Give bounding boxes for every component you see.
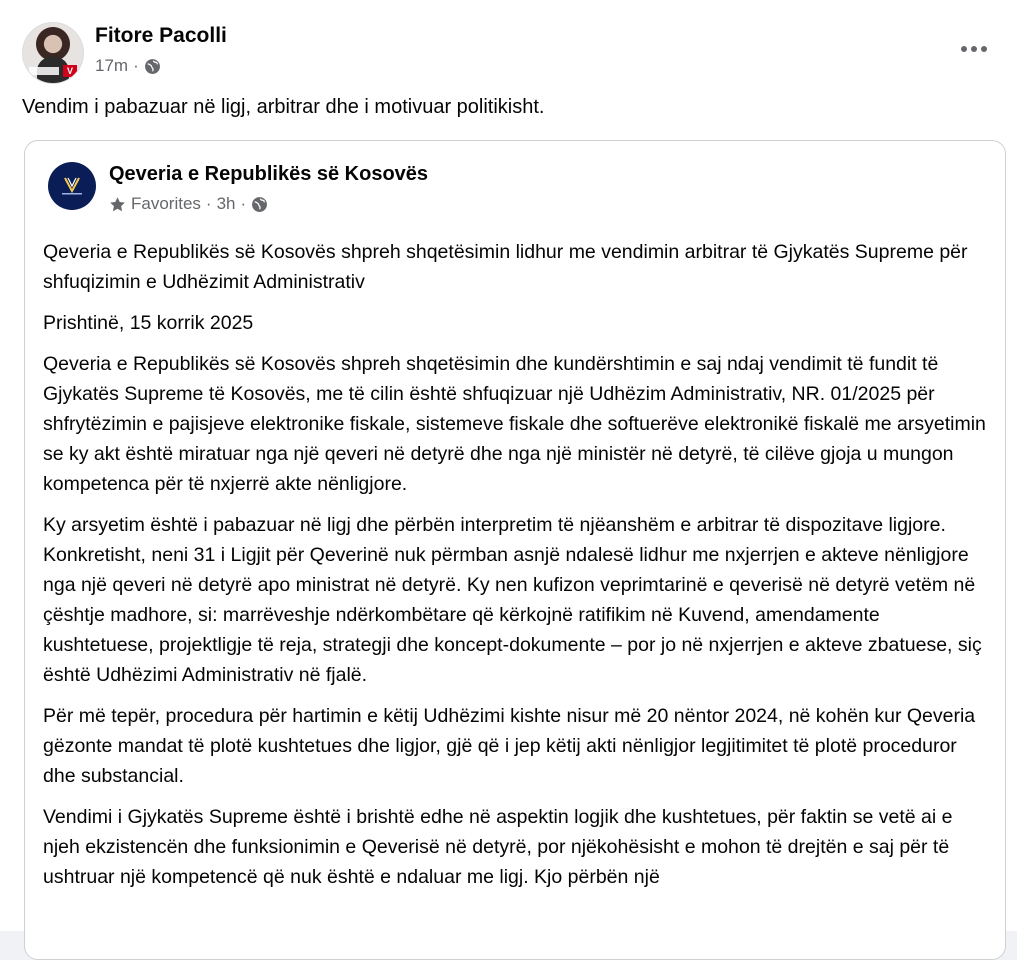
shared-post-body (43, 237, 993, 903)
page-avatar[interactable] (48, 162, 96, 210)
avatar-caption-strip (29, 67, 59, 75)
paragraph-title: Qeveria e Republikës së Kosovës shpreh shqetësimin lidhur me vendimin arbitrar të Gjykatës Supreme për shfuqizimin e Udhëzimit Administrativ (43, 241, 968, 293)
author-avatar[interactable] (22, 22, 84, 84)
meta-separator: · (240, 194, 247, 213)
meta-separator: · (133, 56, 139, 75)
paragraph: Vendimi i Gjykatës Supreme është i brishtë edhe në aspektin logjik dhe kushtetues, për faktin se vetë ai e njeh ekzistencën dhe funksionimin e Qeverisë në detyrë, por njëkohësisht e mohon të drejtën e saj për të ushtruar një kompetencë që nuk është e ndaluar me ligj. Kjo përbën një (43, 806, 953, 888)
post-header (22, 20, 1012, 82)
post-caption: Vendim i pabazuar në ligj, arbitrar dhe i motivuar politikisht. (22, 96, 545, 118)
shared-time[interactable]: 3h (216, 194, 236, 213)
paragraph-dateline: Prishtinë, 15 korrik 2025 (43, 312, 254, 334)
more-dot (981, 46, 987, 52)
more-dot (971, 46, 977, 52)
star-icon (109, 196, 126, 213)
paragraph: Për më tepër, procedura për hartimin e këtij Udhëzimi kishte nisur më 20 nëntor 2024, në kohën kur Qeveria gëzonte mandat të plotë kushtetues dhe ligjor, gjë që i jep këtij akti nënligjor legjitimitet të plotë proceduror dhe substancial. (43, 705, 976, 787)
globe-icon (251, 196, 268, 213)
post-time[interactable]: 17m (95, 56, 129, 75)
meta-separator: · (205, 194, 212, 213)
globe-icon (144, 58, 161, 75)
author-name[interactable]: Fitore Pacolli (95, 24, 227, 47)
paragraph: Ky arsyetim është i pabazuar në ligj dhe përbën interpretim të njëanshëm e arbitrar të dispozitave ligjore. Konkretisht, neni 31 i Ligjit për Qeverinë nuk përmban asnjë ndalesë lidhur me nxjerrjen e akteve nënligjore nga një qeveri në detyrë apo ministrat në detyrë. Ky nen kufizon veprimtarinë e qeverisë në detyrë vetëm në çështje madhore, si: marrëveshje ndërkombëtare që kërkojnë ratifikim në Kuvend, amendamente kushtetuese, projektligje të reja, strategji dhe koncept-dokumente – por jo në nxjerrjen e akteve zbatuese, siç është Udhëzimi Administrativ në fjalë. (43, 514, 982, 686)
government-logo-icon (59, 175, 85, 197)
avatar-badge: V (63, 65, 77, 77)
post-meta (95, 56, 161, 76)
more-options-button[interactable] (956, 34, 992, 64)
shared-meta (109, 194, 268, 214)
more-horizontal-icon (961, 46, 967, 52)
favorites-label: Favorites (131, 194, 201, 213)
page-name[interactable]: Qeveria e Republikës së Kosovës (109, 163, 429, 185)
shared-post[interactable] (24, 140, 1006, 960)
paragraph: Qeveria e Republikës së Kosovës shpreh shqetësimin dhe kundërshtimin e saj ndaj vendimit të fundit të Gjykatës Supreme të Kosovës, me të cilin është shfuqizuar një Udhëzim Administrativ, NR. 01/2025 për shfrytëzimin e pajisjeve elektronike fiskale, sistemeve fiskale dhe softuerëve elektronikë fiskalë me arsyetimin se ky akt është miratuar nga një qeveri në detyrë dhe nga një ministër në detyrë, të cilëve gjoja u mungon kompetenca për të nxjerrë akte nënligjore. (43, 353, 986, 495)
